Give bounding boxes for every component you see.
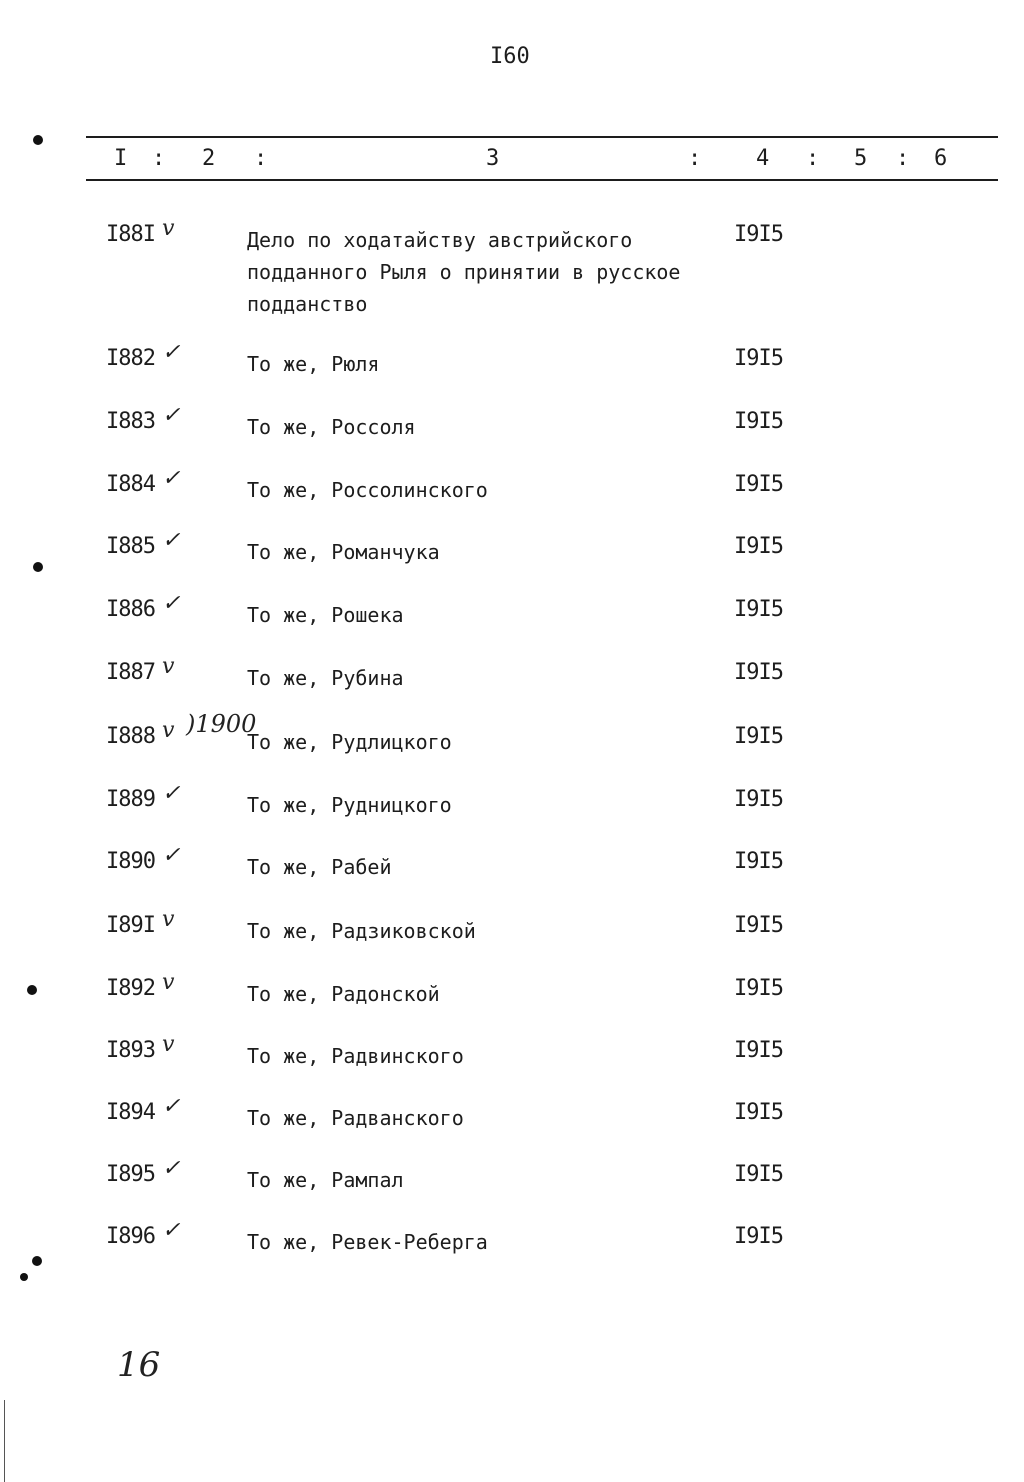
case-year: I9I5 xyxy=(734,787,783,812)
case-year: I9I5 xyxy=(734,976,783,1001)
check-mark-icon: ✓ xyxy=(162,591,181,616)
case-number: I894 xyxy=(106,1100,155,1125)
case-title: То же, Россолинского xyxy=(247,478,488,502)
case-year: I9I5 xyxy=(734,1162,783,1187)
case-title: То же, Рудлицкого xyxy=(247,730,452,754)
check-mark-icon: v xyxy=(162,1032,175,1057)
table-row xyxy=(0,340,1024,406)
header-col-3: 3 xyxy=(486,146,500,171)
case-number: I888 xyxy=(106,724,155,749)
case-year: I9I5 xyxy=(734,472,783,497)
case-number: I89I xyxy=(106,913,155,938)
case-year: I9I5 xyxy=(734,913,783,938)
header-separator: : xyxy=(254,146,268,171)
case-title: То же, Радванского xyxy=(247,1106,464,1130)
check-mark-icon: v xyxy=(162,216,175,241)
check-mark-icon: v xyxy=(162,718,175,743)
case-number: I88I xyxy=(106,222,155,247)
case-title: То же, Рабей xyxy=(247,855,392,879)
table-row xyxy=(0,970,1024,1036)
table-row xyxy=(0,1218,1024,1284)
case-title: То же, Рудницкого xyxy=(247,793,452,817)
case-number: I884 xyxy=(106,472,155,497)
table-row xyxy=(0,907,1024,973)
check-mark-icon: ✓ xyxy=(162,466,181,491)
check-mark-icon: v xyxy=(162,654,175,679)
table-row xyxy=(0,466,1024,532)
case-year: I9I5 xyxy=(734,222,783,247)
binder-hole-dot-icon xyxy=(27,985,37,995)
case-year: I9I5 xyxy=(734,849,783,874)
case-number: I890 xyxy=(106,849,155,874)
table-row xyxy=(0,403,1024,469)
table-row xyxy=(0,591,1024,657)
table-row xyxy=(0,710,1024,784)
handwritten-annotation: )1900 xyxy=(186,710,257,738)
binder-hole-dot-icon xyxy=(20,1273,28,1281)
check-mark-icon: ✓ xyxy=(162,403,181,428)
table-row xyxy=(0,1032,1024,1098)
header-col-4: 4 xyxy=(756,146,770,171)
header-separator: : xyxy=(152,146,166,171)
case-title: Дело по ходатайству австрийского подданного Рыля о принятии в русское подданство xyxy=(247,228,681,316)
case-number: I882 xyxy=(106,346,155,371)
case-title: То же, Рампал xyxy=(247,1168,404,1192)
case-number: I887 xyxy=(106,660,155,685)
table-row xyxy=(0,216,1024,316)
case-year: I9I5 xyxy=(734,724,783,749)
header-separator: : xyxy=(806,146,820,171)
table-row xyxy=(0,528,1024,594)
header-top-rule xyxy=(86,136,998,138)
check-mark-icon: ✓ xyxy=(162,843,181,868)
case-title: То же, Радвинского xyxy=(247,1044,464,1068)
table-row xyxy=(0,1156,1024,1222)
header-col-6: 6 xyxy=(934,146,948,171)
check-mark-icon: ✓ xyxy=(162,1218,181,1243)
case-title: То же, Ревек-Реберга xyxy=(247,1230,488,1254)
case-title: То же, Рошека xyxy=(247,603,404,627)
check-mark-icon: ✓ xyxy=(162,340,181,365)
case-title: То же, Радзиковской xyxy=(247,919,476,943)
case-number: I889 xyxy=(106,787,155,812)
case-number: I885 xyxy=(106,534,155,559)
header-col-2: 2 xyxy=(202,146,216,171)
table-row xyxy=(0,654,1024,720)
handwritten-folio-number: 16 xyxy=(117,1345,161,1385)
table-row xyxy=(0,1094,1024,1160)
check-mark-icon: ✓ xyxy=(162,1156,181,1181)
check-mark-icon: ✓ xyxy=(162,528,181,553)
case-year: I9I5 xyxy=(734,1038,783,1063)
check-mark-icon: v xyxy=(162,907,175,932)
check-mark-icon: v xyxy=(162,970,175,995)
case-title: То же, Радонской xyxy=(247,982,440,1006)
case-year: I9I5 xyxy=(734,660,783,685)
binder-hole-dot-icon xyxy=(32,1256,42,1266)
case-year: I9I5 xyxy=(734,1100,783,1125)
header-bottom-rule xyxy=(86,179,998,181)
case-number: I886 xyxy=(106,597,155,622)
header-separator: : xyxy=(896,146,910,171)
case-number: I893 xyxy=(106,1038,155,1063)
case-title: То же, Рубина xyxy=(247,666,404,690)
scan-edge-line xyxy=(4,1400,5,1482)
table-row xyxy=(0,843,1024,909)
binder-hole-dot-icon xyxy=(33,135,43,145)
case-title: То же, Рюля xyxy=(247,352,380,376)
header-separator: : xyxy=(688,146,702,171)
case-year: I9I5 xyxy=(734,534,783,559)
header-col-5: 5 xyxy=(854,146,868,171)
page-number: I60 xyxy=(490,44,530,69)
case-number: I883 xyxy=(106,409,155,434)
case-title: То же, Романчука xyxy=(247,540,440,564)
case-year: I9I5 xyxy=(734,1224,783,1249)
check-mark-icon: ✓ xyxy=(162,1094,181,1119)
case-number: I896 xyxy=(106,1224,155,1249)
table-row xyxy=(0,781,1024,847)
case-number: I892 xyxy=(106,976,155,1001)
check-mark-icon: ✓ xyxy=(162,781,181,806)
case-year: I9I5 xyxy=(734,346,783,371)
case-number: I895 xyxy=(106,1162,155,1187)
case-year: I9I5 xyxy=(734,597,783,622)
header-col-1: I xyxy=(114,146,128,171)
binder-hole-dot-icon xyxy=(33,562,43,572)
case-year: I9I5 xyxy=(734,409,783,434)
case-title: То же, Россоля xyxy=(247,415,416,439)
